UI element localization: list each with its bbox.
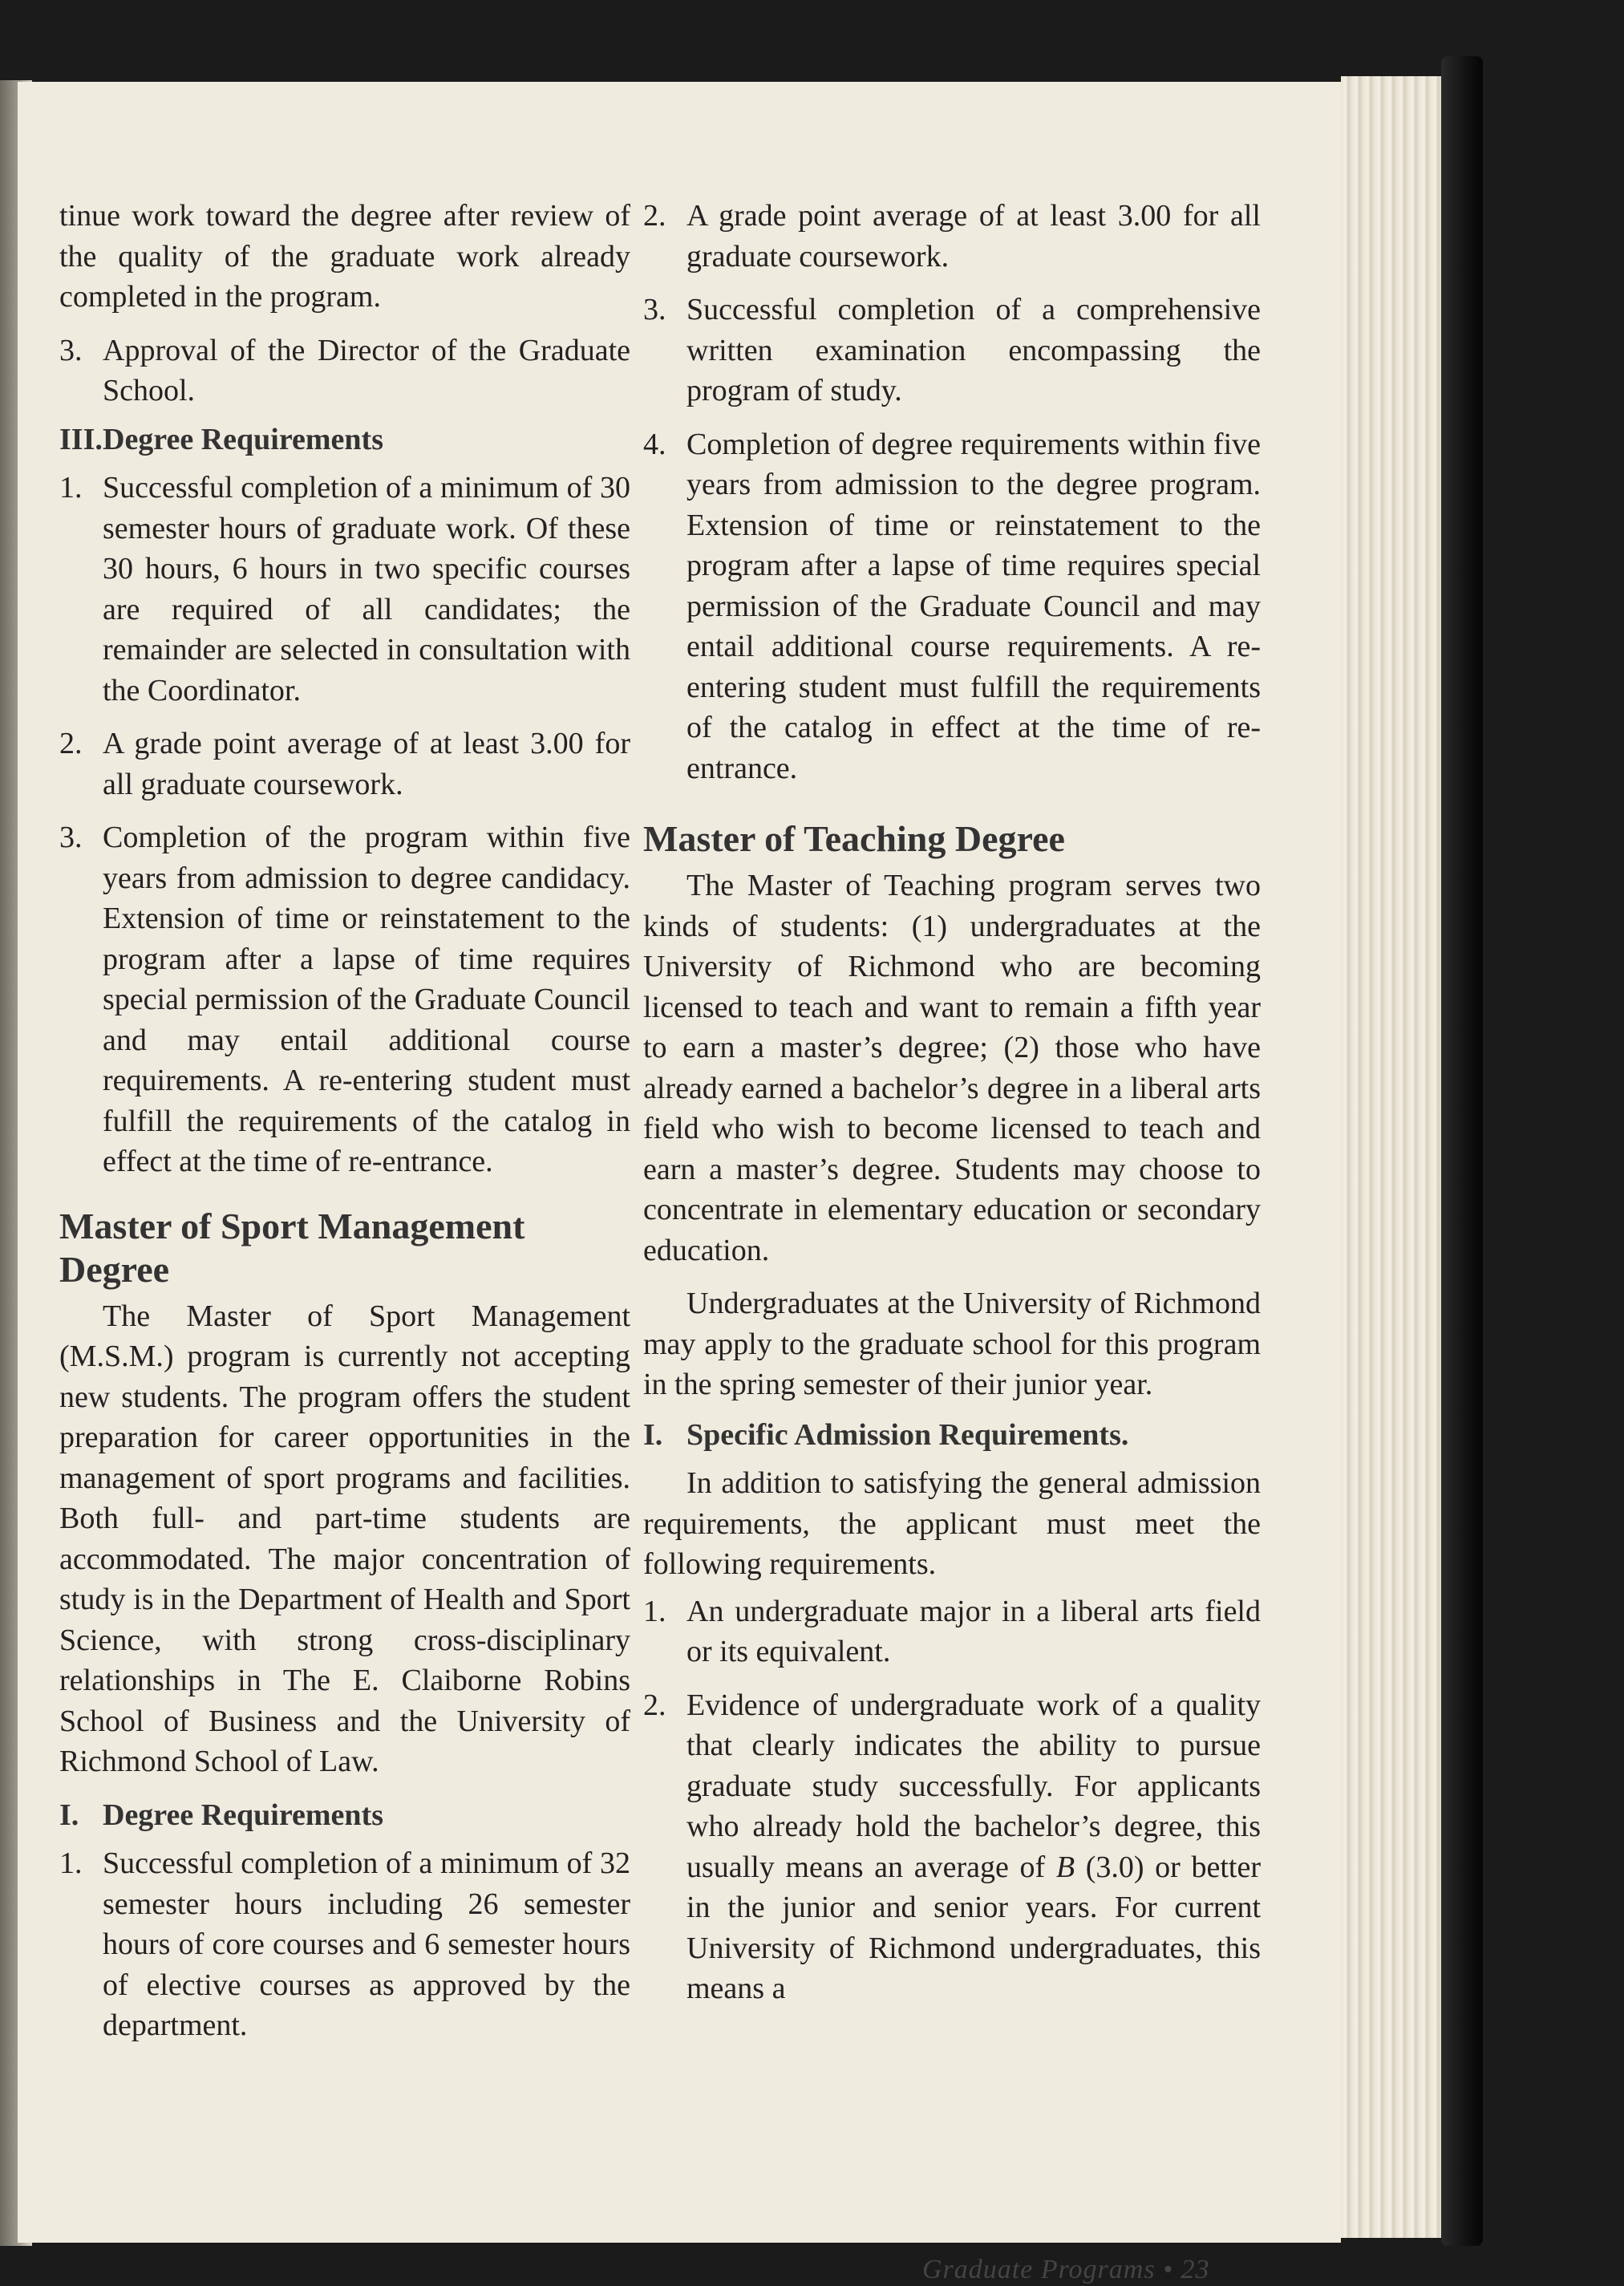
list-item-text: An undergraduate major in a liberal arts field or its equivalent. [686,1594,1261,1668]
section-number: I. [59,1798,79,1832]
footer-bullet: • [1163,2255,1173,2284]
running-footer [922,2255,1209,2285]
list-item-text: Successful completion of a minimum of 30 semester hours of graduate work. Of these 30 hours, 6 hours in two specific courses are required of all candidates; the remainder are selected in consultation with the Coordinator. [103,471,630,707]
list-item [643,1591,1261,1672]
teaching-paragraph: Undergraduates at the University of Richmond may apply to the graduate school for this program in the spring semester of their junior year. [643,1287,1261,1401]
sport-management-paragraph: The Master of Sport Management (M.S.M.) program is currently not accepting new students. The program offers the student preparation for career opportunities in the management of sport programs and facilities. Both full- and part-time students are accommodated. The major concentration of study is in the Department of Health and Sport Science, with strong cross-disciplinary relationships in The E. Claiborne Robins School of Business and the University of Richmond School of Law. [59,1299,630,1778]
section-number: III. [59,422,103,456]
section-number: I. [643,1417,663,1452]
list-number: 1. [643,1594,666,1628]
grade-letter: B [1055,1850,1075,1884]
list-item-text: Completion of degree requirements within five years from admission to the degree program. Extension of time or reinstatement to the program after a lapse of time requires special permission of the Graduate Council and may entail additional course requirements. A re-entering student must fulfill the requirements of the catalog in effect at the time of re-entrance. [686,427,1261,785]
left-column [59,82,630,2046]
list-item [643,1685,1261,2009]
list-item [643,290,1261,411]
section-heading-degree-requirements [59,420,630,460]
list-item [643,424,1261,789]
footer-section-title: Graduate Programs [922,2255,1156,2284]
list-item-text: Completion of the program within five years from admission to degree candidacy. Extension of time or reinstatement to the program after a lapse of time requires special permission of the Graduate Council and may entail additional course requirements. A re-entering student must fulfill the requirements of the catalog in effect at the time of re-entrance. [103,821,630,1178]
book-page [18,82,1341,2284]
section-heading-text: Specific Admission Requirements. [686,1417,1129,1452]
section-heading-text: Degree Requirements [103,1798,383,1832]
list-item [59,1843,630,2046]
page-number: 23 [1181,2255,1210,2284]
list-item-text: Successful completion of a comprehensive written examination encompassing the program of study. [686,293,1261,407]
list-number: 3. [59,821,83,854]
admission-paragraph: In addition to satisfying the general admission requirements, the applicant must meet the following requirements. [643,1466,1261,1581]
section-heading-sport-degree-requirements [59,1795,630,1836]
list-item-text: Approval of the Director of the Graduate School. [103,333,630,407]
heading-master-of-teaching: Master of Teaching Degree [643,818,1065,859]
list-number: 2. [59,727,83,760]
section-heading-admission-requirements [643,1415,1261,1456]
list-item-text [686,1688,1261,2006]
list-item [59,817,630,1182]
continuation-paragraph: tinue work toward the degree after review of the quality of the graduate work already completed in the program. [59,199,630,314]
heading-master-of-sport-management: Master of Sport Management Degree [59,1205,525,1290]
teaching-paragraph: The Master of Teaching program serves two kinds of students: (1) undergraduates at the University of Richmond who are becoming licensed to teach and want to remain a fifth year to earn a master’s degree; (2) those who have already earned a bachelor’s degree in a liberal arts field who wish to become licensed to teach and earn a master’s degree. Students may choose to concentrate in elementary education or secondary education. [643,869,1261,1267]
list-item-text: A grade point average of at least 3.00 for all graduate coursework. [686,199,1261,274]
list-item-text-end: (3.0) or better in the junior and senior years. For current University of Richmond undergraduates, this means a [686,1850,1261,2005]
list-item [643,196,1261,277]
section-heading-text: Degree Requirements [103,422,383,456]
list-number: 1. [59,1846,83,1880]
list-item [59,468,630,711]
list-number: 3. [59,333,83,367]
list-number: 1. [59,471,83,505]
list-item-text: Successful completion of a minimum of 32 semester hours including 26 semester hours of core courses and 6 semester hours of elective courses as approved by the department. [103,1846,630,2042]
list-item [59,723,630,805]
list-item [59,330,630,411]
page-edges [1341,76,1441,2238]
list-number: 2. [643,199,666,233]
list-number: 3. [643,293,666,326]
list-item-text: A grade point average of at least 3.00 for all graduate coursework. [103,727,630,801]
list-number: 2. [643,1688,666,1722]
list-item-text-start: Evidence of undergraduate work of a quality that clearly indicates the ability to pursue graduate study successfully. For applicants who already hold the bachelor’s degree, this usually means an average of [686,1688,1261,1884]
book-cover-edge [1441,56,1483,2246]
list-number: 4. [643,427,666,461]
right-column [643,82,1261,2009]
